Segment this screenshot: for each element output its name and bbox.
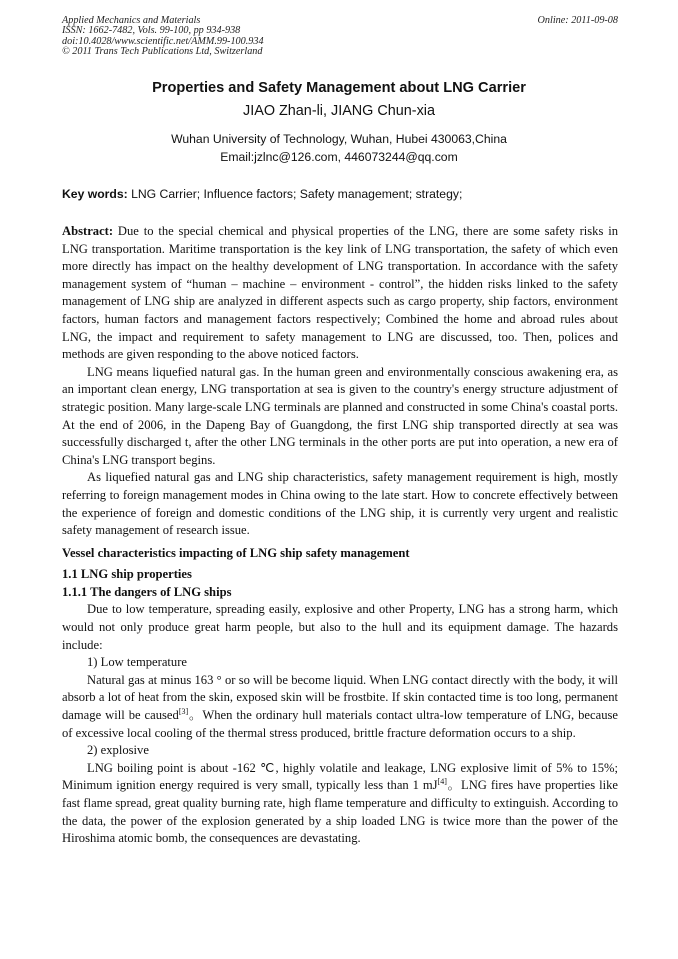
abstract-label: Abstract: [62,224,114,238]
item-low-temperature-text-b: 。When the ordinary hull materials contact ultra-low temperature of LNG, because of excessive local cooling of the thermal stress produced, brittle fracture deformation occurs to a ship. [62,708,618,740]
keywords-line [62,187,618,201]
citation-ref-3[interactable]: [3] [178,707,189,717]
author-affiliation: Wuhan University of Technology, Wuhan, Hubei 430063,China [171,132,507,146]
item-low-temperature-heading: 1) Low temperature [87,655,188,670]
journal-doi[interactable]: doi:10.4028/www.scientific.net/AMM.99-100.934 [62,35,264,47]
item-low-temperature-paragraph [62,672,618,742]
intro-paragraph-2: As liquefied natural gas and LNG ship characteristics, safety management requirement is high, mostly referring to foreign management modes in China owing to the late start. How to concrete effectively between the experience of foreign and domestic conditions of the LNG ship, it is currently very urgent and realistic safety management of research issue. [62,470,618,538]
keywords-label: Key words: [62,187,128,201]
item-low-temperature-text-a: Natural gas at minus 163 ° or so will be become liquid. When LNG contact directly with the body, it will absorb a lot of heat from the skin, exposed skin will be frostbite. If skin contacted time is too long, permanent damage will be caused [62,672,618,723]
abstract-text: Due to the special chemical and physical properties of the LNG, there are some safety risks in LNG transportation. Maritime transportation is the key link of LNG transportation, the safety of which even more directly has impact on the healthy development of LNG transportation. In accordance with the safety management system of “human – machine – environment - control”, the hidden risks linked to the safety management of LNG ship are analyzed in different aspects such as cargo property, ship factors, environment factors, human factors and management factors respectively; Combined the home and abroad rules about LNG, the impact and requirement to safety management to LNG are discussed, too. Then, polices and methods are given responding to the above noticed factors. [62,224,618,362]
journal-header [62,16,618,58]
paper-title: Properties and Safety Management about LNG Carrier [152,80,526,96]
dangers-intro-paragraph: Due to low temperature, spreading easily, explosive and other Property, LNG has a strong harm, which would not only produce great harm people, but also to the hull and its equipment damage. The hazards include: [62,602,618,652]
online-date: Online: 2011-09-08 [537,15,618,26]
journal-name: Applied Mechanics and Materials [62,15,201,26]
item-explosive-text-b: 。LNG fires have properties like fast flame spread, great quality burning rate, high flame temperature and difficulty to extinguish. According to the data, the power of the explosion generated by a ship loaded LNG is twice more than the power of the Hiroshima atomic bomb, the consequences are devastating. [62,778,618,846]
paper-body [62,223,618,848]
item-explosive-paragraph [62,760,618,848]
abstract-paragraph [62,223,618,364]
author-email: Email:jzlnc@126.com, 446073244@qq.com [220,150,458,164]
item-explosive-text-a: LNG boiling point is about -162 ℃, highly volatile and leakage, LNG explosive limit of 5% to 15%; Minimum ignition energy required is very small, typically less than 1 mJ [62,760,618,793]
intro-paragraph-1: LNG means liquefied natural gas. In the human green and environmentally conscious awakening era, as an important clean energy, LNG transportation at sea is given to the country's energy structure adjustment of strategic position. Many large-scale LNG terminals are planned and constructed in some China's coastal ports. At the end of 2006, in the Dapeng Bay of Guangdong, the first LNG ship transported directly at sea was successfully discharged t, after the other LNG terminals in the other ports are put into operation, a new era of China's LNG transport begins. [62,364,618,467]
paper-authors: JIAO Zhan-li, JIANG Chun-xia [243,103,435,119]
section-heading: Vessel characteristics impacting of LNG ship safety management [62,545,410,560]
item-explosive-heading: 2) explosive [87,743,149,758]
journal-issn: ISSN: 1662-7482, Vols. 99-100, pp 934-938 [62,25,241,37]
subsection-heading: 1.1 LNG ship properties [62,567,192,582]
journal-copyright: © 2011 Trans Tech Publications Ltd, Switzerland [62,46,263,58]
keywords-text: LNG Carrier; Influence factors; Safety management; strategy; [127,187,463,201]
citation-ref-4[interactable]: [4] [437,777,447,787]
subsubsection-heading: 1.1.1 The dangers of LNG ships [62,584,232,599]
